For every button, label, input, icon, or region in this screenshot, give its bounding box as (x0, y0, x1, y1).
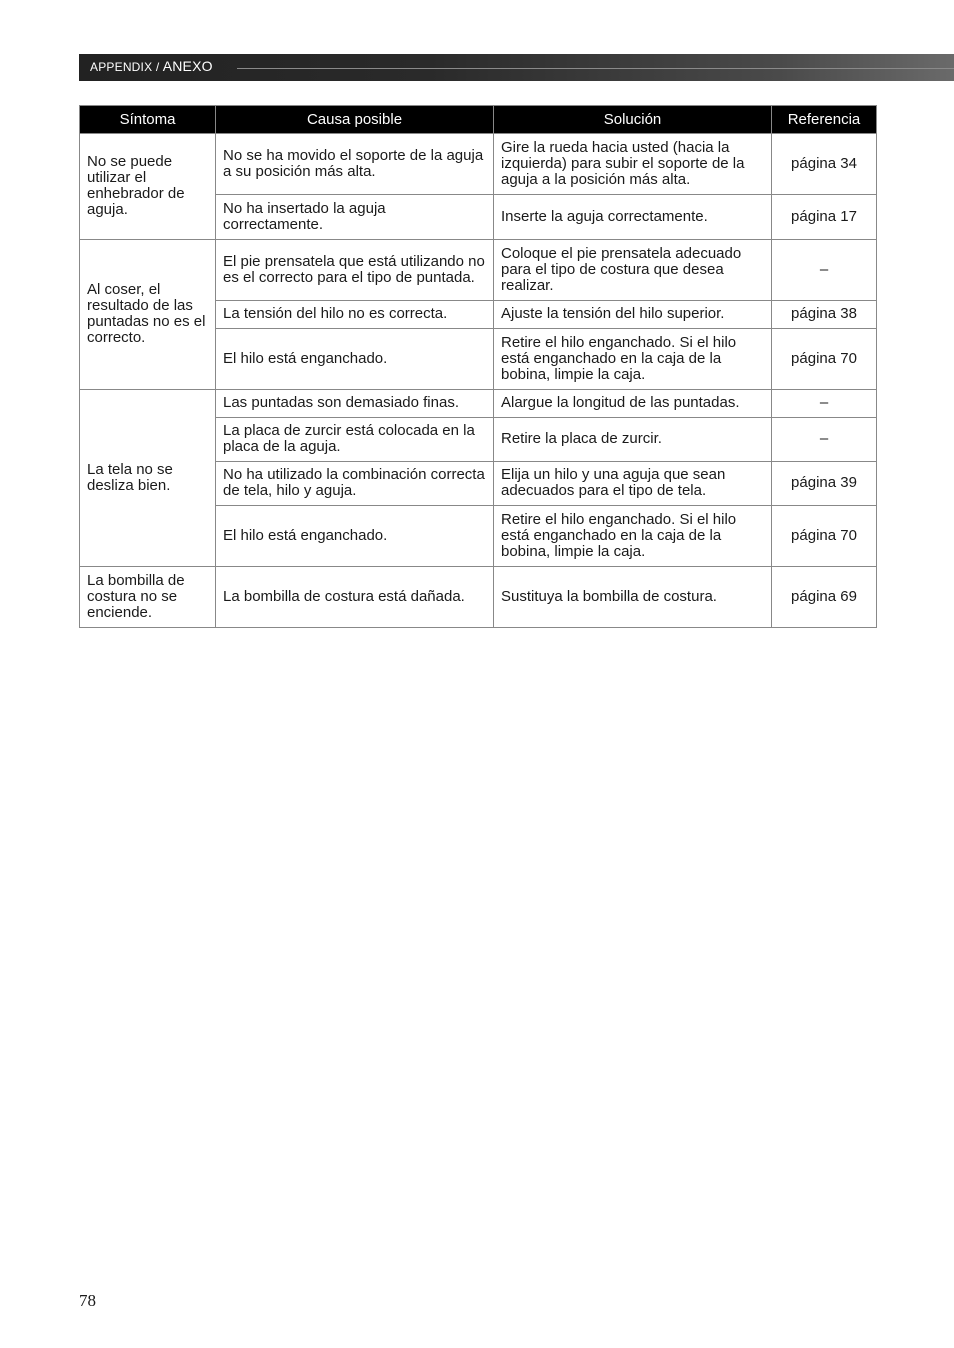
reference-cell: – (772, 240, 877, 301)
troubleshooting-table (79, 105, 877, 628)
section-title: ANEXO (162, 58, 213, 74)
cause-cell: La tensión del hilo no es correcta. (216, 301, 494, 329)
table-row (80, 567, 877, 628)
reference-cell: página 38 (772, 301, 877, 329)
reference-cell: página 70 (772, 506, 877, 567)
section-header-bar (79, 54, 954, 81)
table-header-row (80, 106, 877, 134)
reference-cell: página 17 (772, 195, 877, 240)
table-row (80, 390, 877, 418)
solution-cell: Retire el hilo enganchado. Si el hilo está enganchado en la caja de la bobina, limpie la caja. (494, 329, 772, 390)
cause-cell: La bombilla de costura está dañada. (216, 567, 494, 628)
header-rule (237, 68, 954, 69)
section-header-text (90, 58, 213, 74)
cause-cell: La placa de zurcir está colocada en la placa de la aguja. (216, 418, 494, 462)
reference-cell: página 34 (772, 134, 877, 195)
symptom-cell: No se puede utilizar el enhebrador de aguja. (80, 134, 216, 240)
symptom-cell: Al coser, el resultado de las puntadas no es el correcto. (80, 240, 216, 390)
solution-cell: Retire la placa de zurcir. (494, 418, 772, 462)
symptom-cell: La tela no se desliza bien. (80, 390, 216, 567)
section-prefix: APPENDIX / (90, 60, 160, 74)
cause-cell: El hilo está enganchado. (216, 329, 494, 390)
solution-cell: Alargue la longitud de las puntadas. (494, 390, 772, 418)
solution-cell: Coloque el pie prensatela adecuado para el tipo de costura que desea realizar. (494, 240, 772, 301)
reference-cell: página 69 (772, 567, 877, 628)
cause-cell: No se ha movido el soporte de la aguja a su posición más alta. (216, 134, 494, 195)
column-header-solution: Solución (494, 106, 772, 134)
reference-cell: página 70 (772, 329, 877, 390)
table-row (80, 134, 877, 195)
solution-cell: Gire la rueda hacia usted (hacia la izquierda) para subir el soporte de la aguja a la posición más alta. (494, 134, 772, 195)
solution-cell: Sustituya la bombilla de costura. (494, 567, 772, 628)
column-header-cause: Causa posible (216, 106, 494, 134)
cause-cell: El hilo está enganchado. (216, 506, 494, 567)
symptom-cell: La bombilla de costura no se enciende. (80, 567, 216, 628)
cause-cell: Las puntadas son demasiado finas. (216, 390, 494, 418)
solution-cell: Retire el hilo enganchado. Si el hilo está enganchado en la caja de la bobina, limpie la caja. (494, 506, 772, 567)
page-number: 78 (79, 1291, 96, 1310)
reference-cell: página 39 (772, 462, 877, 506)
column-header-reference: Referencia (772, 106, 877, 134)
cause-cell: El pie prensatela que está utilizando no es el correcto para el tipo de puntada. (216, 240, 494, 301)
solution-cell: Inserte la aguja correctamente. (494, 195, 772, 240)
column-header-symptom: Síntoma (80, 106, 216, 134)
reference-cell: – (772, 418, 877, 462)
table-row (80, 240, 877, 301)
reference-cell: – (772, 390, 877, 418)
solution-cell: Ajuste la tensión del hilo superior. (494, 301, 772, 329)
cause-cell: No ha utilizado la combinación correcta de tela, hilo y aguja. (216, 462, 494, 506)
cause-cell: No ha insertado la aguja correctamente. (216, 195, 494, 240)
solution-cell: Elija un hilo y una aguja que sean adecuados para el tipo de tela. (494, 462, 772, 506)
